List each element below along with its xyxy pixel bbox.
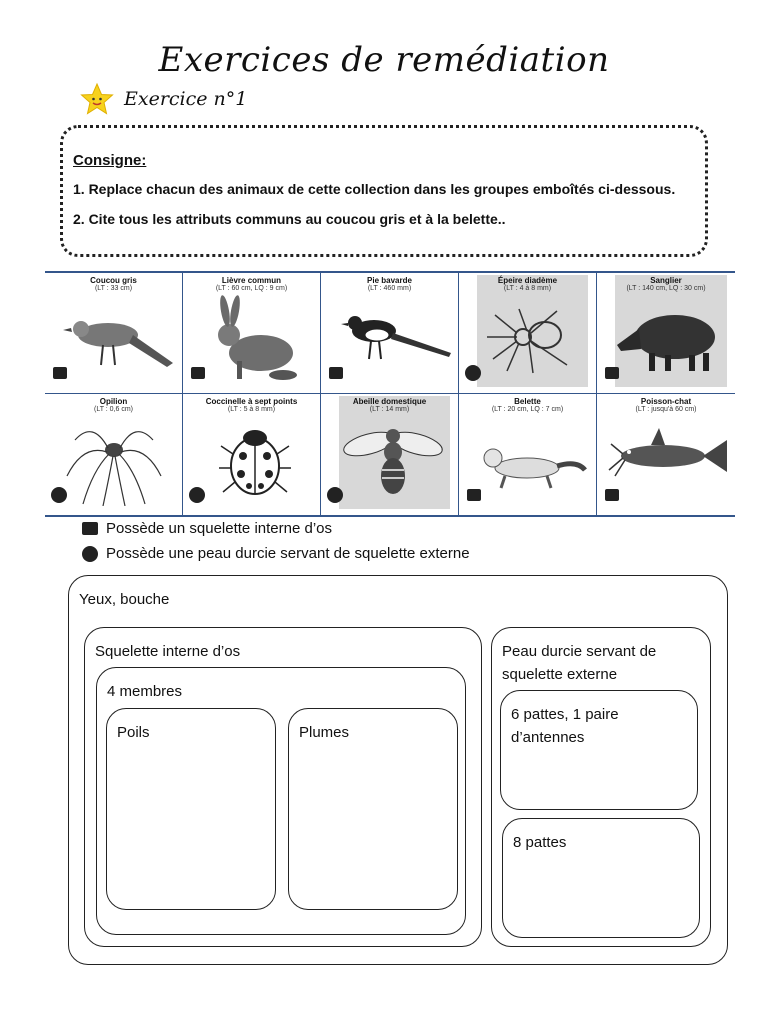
group-internal-label: Squelette interne d’os — [95, 643, 241, 660]
animal-name: Poisson-chat — [640, 397, 692, 406]
legend-external-skeleton — [82, 545, 470, 562]
group-limbs-label: 4 membres — [107, 683, 183, 700]
weasel-icon — [467, 414, 589, 506]
animal-card-catfish — [597, 394, 735, 515]
animal-card-boar — [597, 273, 735, 394]
group-eight-legs — [502, 818, 700, 938]
group-hair-label: Poils — [117, 724, 150, 741]
legend-external-text: Possède une peau durcie servant de squelette externe — [106, 545, 470, 562]
animal-name: Lièvre commun — [221, 276, 282, 285]
exercise-header — [80, 82, 247, 116]
square-marker-icon — [82, 522, 98, 535]
group-six-legs-label: 6 pattes, 1 paire d’antennes — [511, 706, 619, 746]
legend-internal-text: Possède un squelette interne d’os — [106, 520, 332, 537]
internal-skeleton-marker — [467, 489, 481, 501]
group-eight-legs-label: 8 pattes — [513, 834, 567, 851]
animal-card-bee — [321, 394, 459, 515]
external-skeleton-marker — [465, 365, 481, 381]
boar-icon — [605, 293, 727, 385]
internal-skeleton-marker — [53, 367, 67, 379]
animal-name: Coccinelle à sept points — [205, 397, 298, 406]
instruction-2: 2. Cite tous les attributs communs au coucou gris et à la belette.. — [73, 211, 506, 227]
animal-card-weasel — [459, 394, 597, 515]
hare-icon — [191, 293, 313, 385]
catfish-icon — [605, 414, 727, 506]
animal-size: (LT : 140 cm, LQ : 30 cm) — [626, 285, 706, 292]
exercise-label: Exercice n°1 — [124, 88, 248, 110]
animal-size: (LT : jusqu'à 60 cm) — [635, 406, 697, 413]
page-title: Exercices de remédiation — [158, 40, 610, 80]
animal-name: Opilion — [99, 397, 128, 406]
animal-name: Pie bavarde — [367, 276, 412, 285]
external-skeleton-marker — [189, 487, 205, 503]
animal-card-magpie — [321, 273, 459, 394]
circle-marker-icon — [82, 546, 98, 562]
bird-icon — [53, 293, 175, 385]
animal-name: Épeire diadème — [497, 276, 558, 285]
internal-skeleton-marker — [605, 489, 619, 501]
legend-internal-skeleton — [82, 520, 332, 537]
magpie-icon — [329, 293, 451, 385]
internal-skeleton-marker — [329, 367, 343, 379]
internal-skeleton-marker — [605, 367, 619, 379]
spider-icon — [467, 293, 589, 385]
group-outer-label: Yeux, bouche — [79, 591, 170, 608]
animal-size: (LT : 4 à 8 mm) — [503, 285, 552, 292]
internal-skeleton-marker — [191, 367, 205, 379]
group-six-legs — [500, 690, 698, 810]
animal-card-harvestman — [45, 394, 183, 515]
animal-name: Coucou gris — [90, 276, 137, 285]
animal-name: Sanglier — [650, 276, 682, 285]
animal-size: (LT : 5 à 8 mm) — [227, 406, 276, 413]
animal-card-garden-spider — [459, 273, 597, 394]
animal-size: (LT : 20 cm, LQ : 7 cm) — [491, 406, 564, 413]
ladybug-icon — [191, 414, 313, 506]
animal-name: Abeille domestique — [352, 397, 427, 406]
animal-collection-grid — [45, 271, 735, 517]
group-external-label: Peau durcie servant de squelette externe — [502, 643, 657, 683]
animal-card-cuckoo — [45, 273, 183, 394]
group-hair — [106, 708, 276, 910]
animal-size: (LT : 33 cm) — [94, 285, 133, 292]
animal-card-hare — [183, 273, 321, 394]
group-feathers — [288, 708, 458, 910]
instruction-1: 1. Replace chacun des animaux de cette collection dans les groupes emboîtés ci-dessous. — [73, 181, 676, 197]
external-skeleton-marker — [327, 487, 343, 503]
instructions-box — [60, 125, 708, 257]
animal-size: (LT : 14 mm) — [369, 406, 410, 413]
external-skeleton-marker — [51, 487, 67, 503]
group-feathers-label: Plumes — [299, 724, 350, 741]
bee-icon — [329, 414, 451, 506]
animal-card-ladybug — [183, 394, 321, 515]
harvestman-icon — [53, 414, 175, 506]
star-icon — [80, 82, 114, 116]
animal-size: (LT : 0,6 cm) — [93, 406, 134, 413]
animal-size: (LT : 460 mm) — [367, 285, 412, 292]
instructions-heading: Consigne: — [73, 152, 147, 169]
animal-name: Belette — [514, 397, 541, 406]
animal-size: (LT : 60 cm, LQ : 9 cm) — [215, 285, 288, 292]
